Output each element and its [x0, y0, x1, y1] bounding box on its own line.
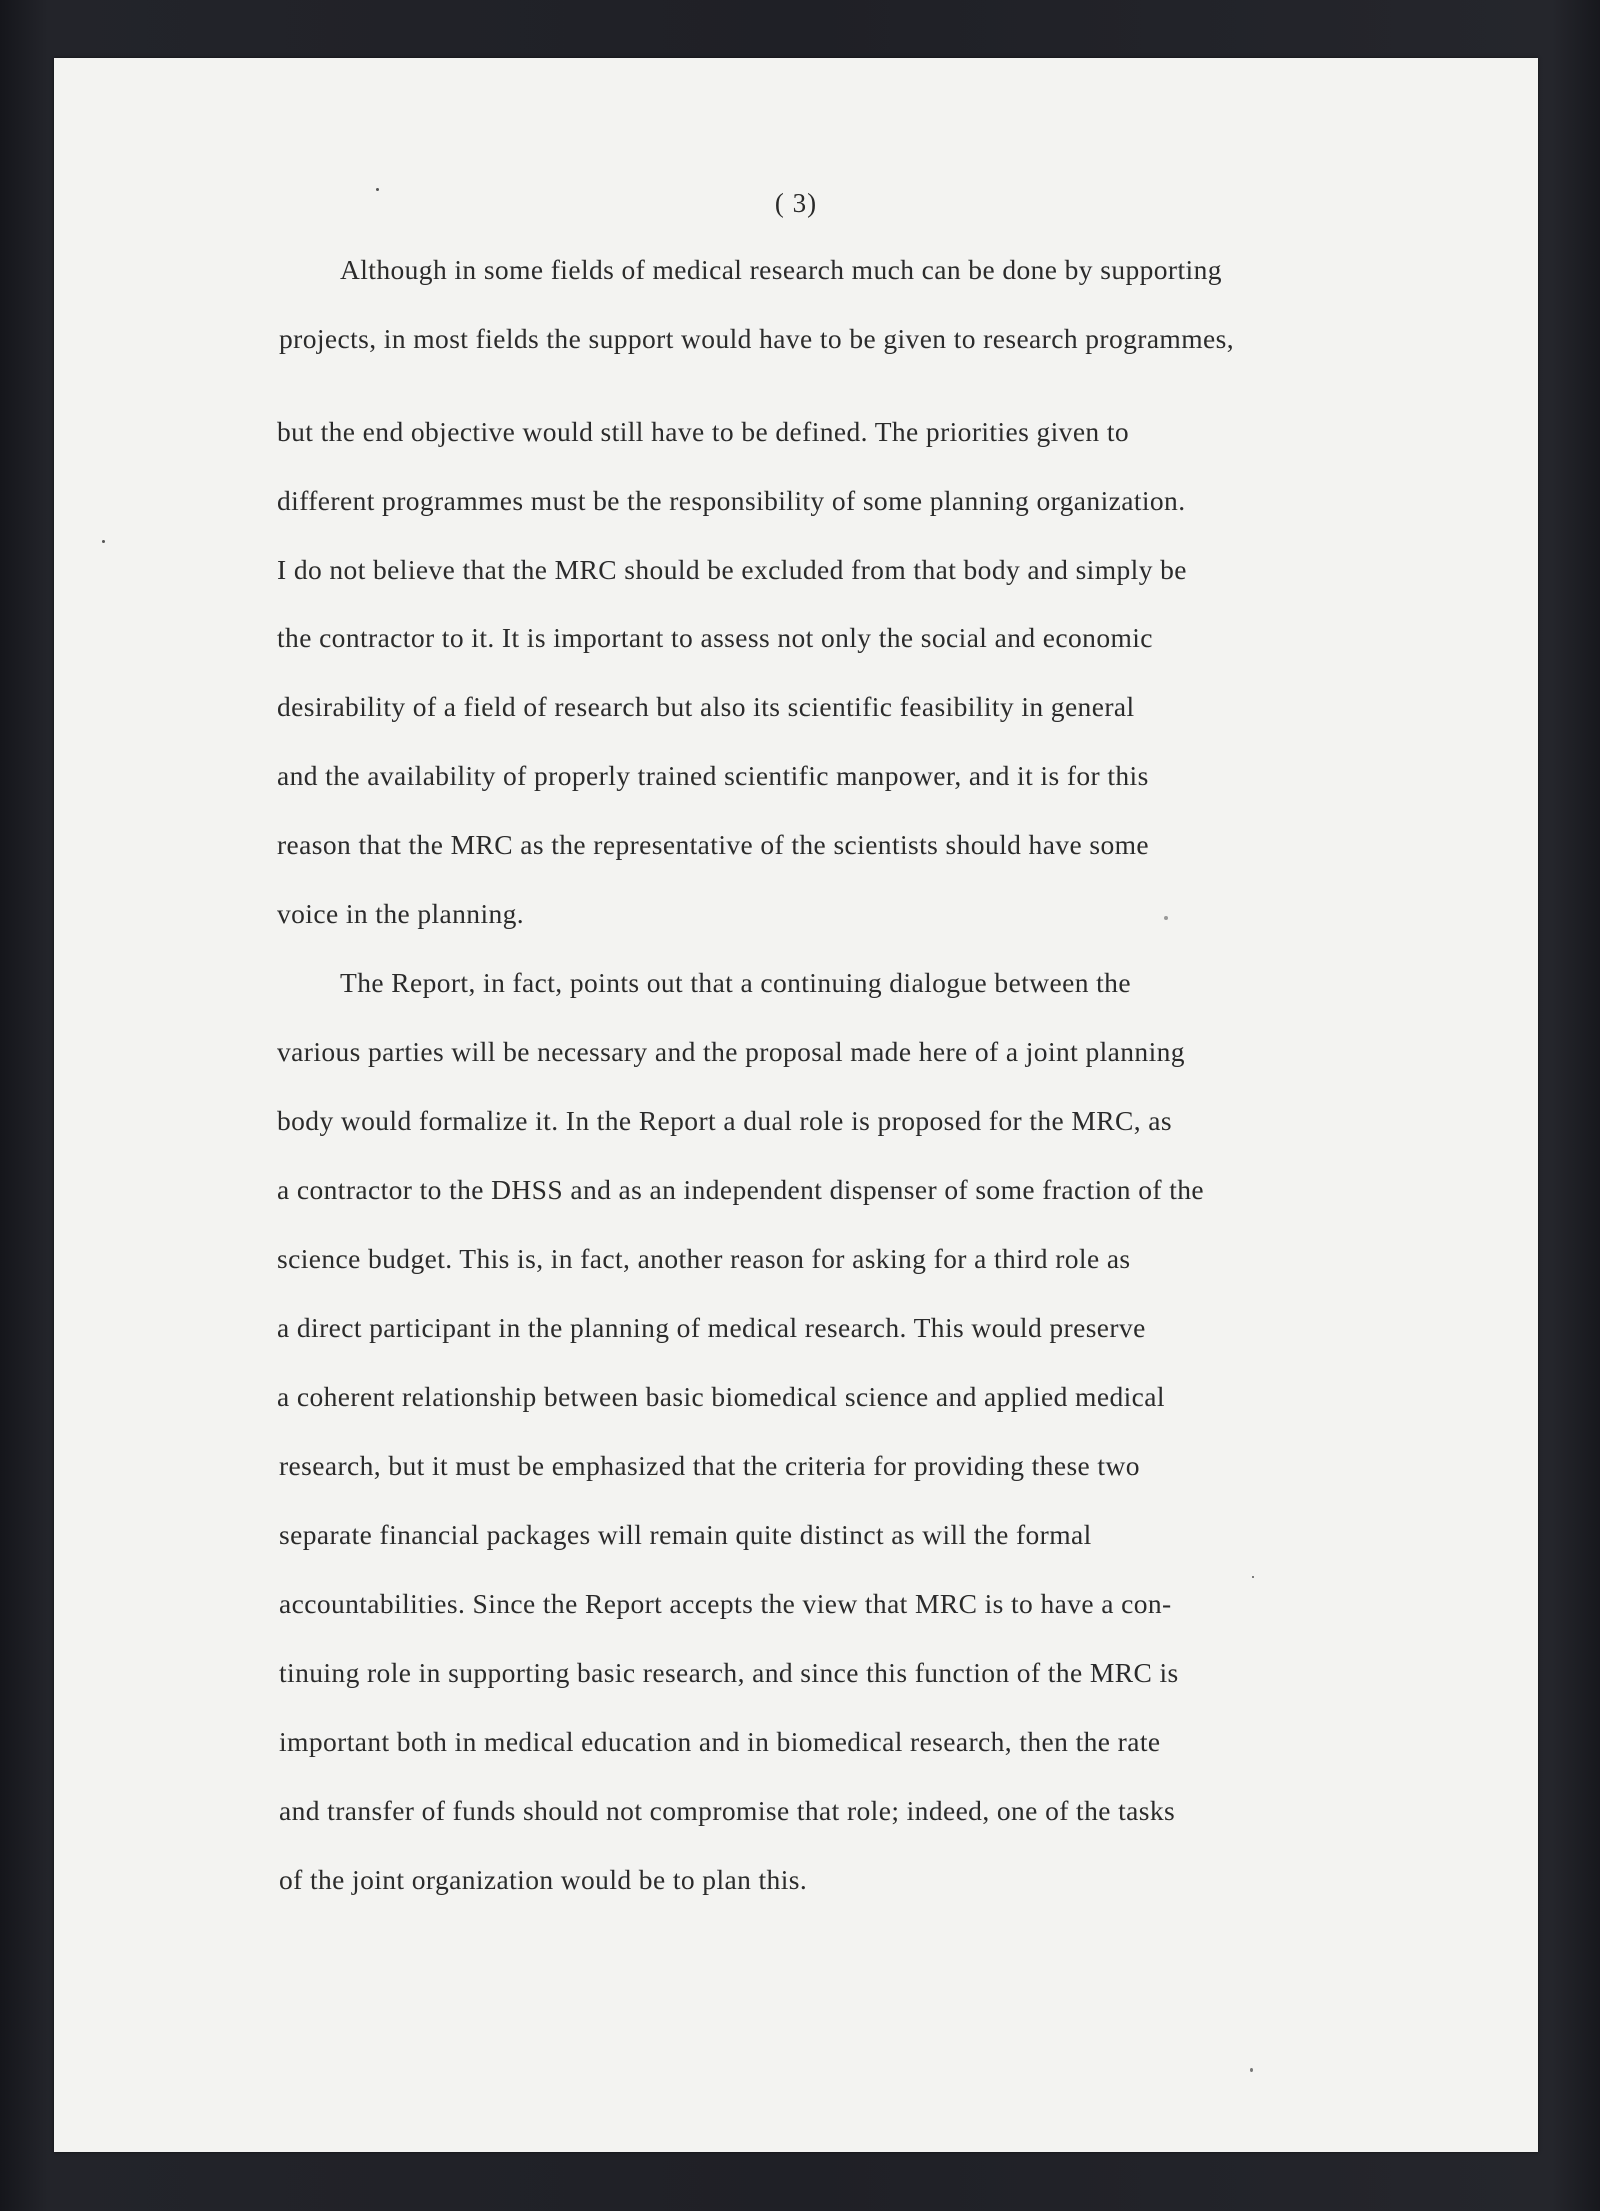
text-line: different programmes must be the responsibility of some planning organization.: [277, 485, 1186, 516]
text-line: projects, in most fields the support would have to be given to research programmes,: [279, 323, 1234, 354]
text-line: tinuing role in supporting basic research, and since this function of the MRC is: [279, 1657, 1179, 1688]
text-line: Although in some fields of medical research much can be done by supporting: [340, 254, 1222, 285]
text-line: of the joint organization would be to plan this.: [279, 1864, 808, 1895]
page-number: ( 3): [774, 188, 818, 218]
text-line: a contractor to the DHSS and as an independent dispenser of some fraction of the: [277, 1174, 1205, 1205]
text-line: voice in the planning.: [277, 898, 525, 929]
text-line: a direct participant in the planning of medical research. This would preserve: [277, 1312, 1146, 1343]
text-line: desirability of a field of research but also its scientific feasibility in general: [277, 691, 1135, 722]
document-page: [54, 58, 1538, 2152]
paper-speck: [376, 188, 379, 191]
text-line: the contractor to it. It is important to assess not only the social and economic: [277, 622, 1153, 653]
text-line: body would formalize it. In the Report a dual role is proposed for the MRC, as: [277, 1105, 1172, 1136]
text-line: research, but it must be emphasized that the criteria for providing these two: [279, 1450, 1140, 1481]
text-line: The Report, in fact, points out that a continuing dialogue between the: [340, 967, 1131, 998]
text-line: important both in medical education and in biomedical research, then the rate: [279, 1726, 1161, 1757]
paper-speck: [102, 540, 105, 543]
text-line: various parties will be necessary and the proposal made here of a joint planning: [277, 1036, 1185, 1067]
text-line: and transfer of funds should not compromise that role; indeed, one of the tasks: [279, 1795, 1176, 1826]
text-line: a coherent relationship between basic biomedical science and applied medical: [277, 1381, 1165, 1412]
text-line: and the availability of properly trained scientific manpower, and it is for this: [277, 760, 1149, 791]
text-line: separate financial packages will remain quite distinct as will the formal: [279, 1519, 1092, 1550]
text-line: reason that the MRC as the representative of the scientists should have some: [277, 829, 1149, 860]
text-line: but the end objective would still have to be defined. The priorities given to: [277, 416, 1130, 447]
text-line: accountabilities. Since the Report accepts the view that MRC is to have a con-: [279, 1588, 1172, 1619]
text-line: science budget. This is, in fact, another reason for asking for a third role as: [277, 1243, 1131, 1274]
paper-speck: [1252, 1576, 1254, 1578]
text-line: I do not believe that the MRC should be excluded from that body and simply be: [277, 554, 1187, 585]
paper-speck: [1250, 2068, 1253, 2072]
paper-speck: [1164, 916, 1168, 920]
